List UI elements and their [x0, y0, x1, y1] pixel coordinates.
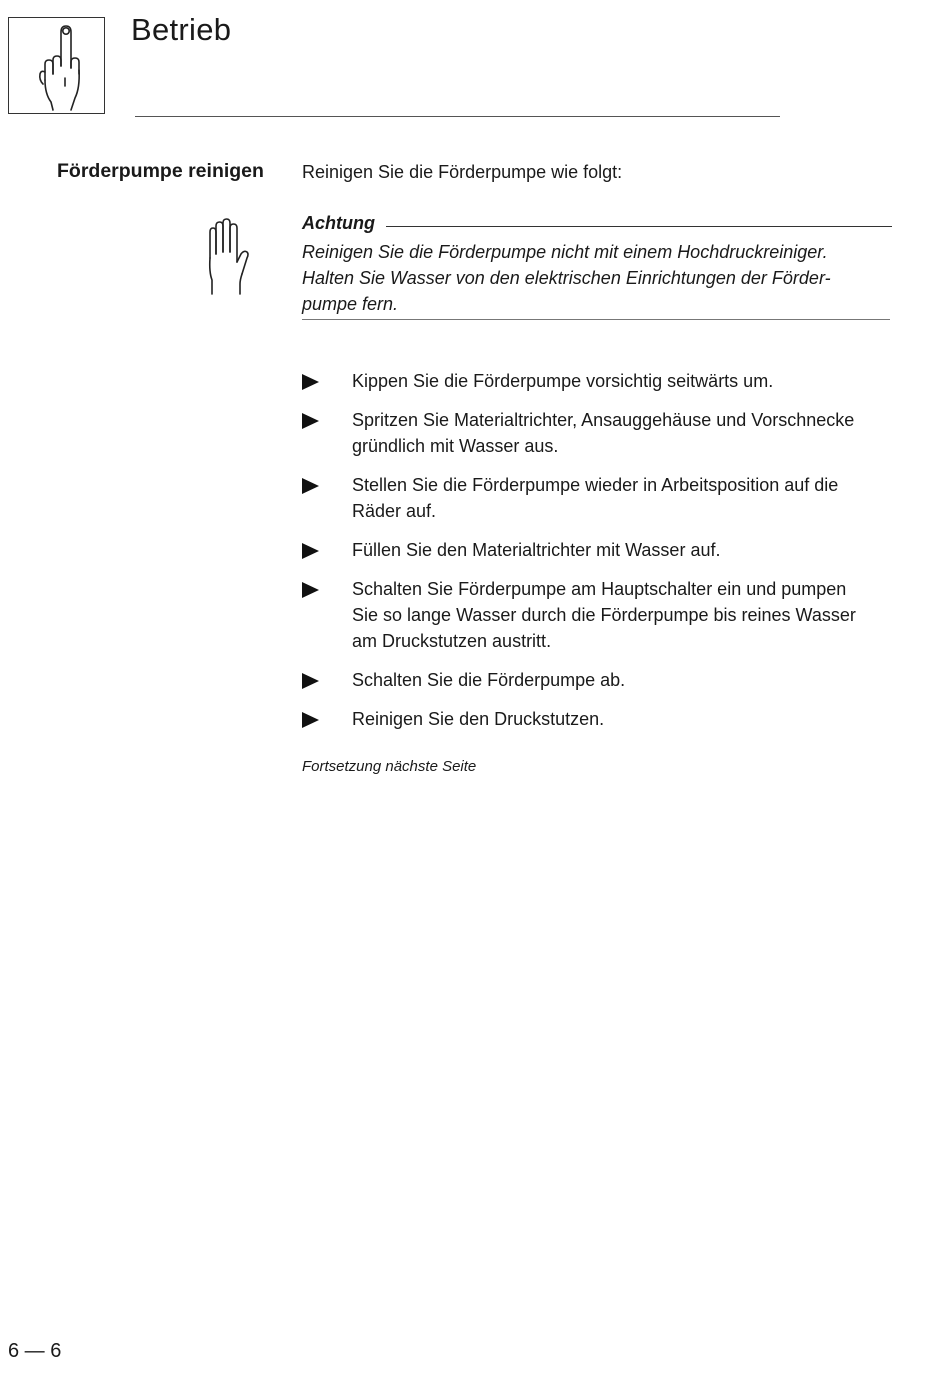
pointing-hand-icon: [9, 18, 106, 115]
warning-heading: Achtung: [302, 213, 381, 234]
warning-bottom-rule: [302, 319, 890, 320]
step-text: gründlich mit Wasser aus.: [352, 436, 559, 456]
triangle-bullet-icon: [302, 478, 319, 494]
header-divider: [135, 116, 780, 117]
warning-heading-rule: [386, 226, 892, 227]
triangle-bullet-icon: [302, 374, 319, 390]
step-text: Schalten Sie die Förderpumpe ab.: [352, 670, 626, 690]
step-text: Stellen Sie die Förderpumpe wieder in Arbeitsposition auf die: [352, 475, 839, 495]
triangle-bullet-icon: [302, 543, 319, 559]
triangle-bullet-icon: [302, 413, 319, 429]
step-text: Kippen Sie die Förderpumpe vorsichtig seitwärts um.: [352, 371, 774, 391]
step-text: am Druckstutzen austritt.: [352, 631, 552, 651]
step-text: Sie so lange Wasser durch die Förderpumpe bis reines Wasser: [352, 605, 856, 625]
warning-line: Reinigen Sie die Förderpumpe nicht mit einem Hochdruckreiniger.: [302, 242, 828, 262]
list-item: [302, 667, 902, 693]
stop-hand-icon: [204, 218, 252, 298]
step-text: Schalten Sie Förderpumpe am Hauptschalter ein und pumpen: [352, 579, 847, 599]
list-item: [302, 407, 902, 459]
chapter-icon-box: [8, 17, 105, 114]
warning-text: [302, 239, 892, 317]
step-text: Füllen Sie den Materialtrichter mit Wasser auf.: [352, 540, 721, 560]
triangle-bullet-icon: [302, 582, 319, 598]
section-title: Förderpumpe reinigen: [57, 160, 264, 182]
continue-note: Fortsetzung nächste Seite: [302, 758, 477, 775]
list-item: [302, 537, 902, 563]
warning-line: pumpe fern.: [302, 294, 399, 314]
page-number: 6 — 6: [8, 1340, 62, 1362]
step-text: Reinigen Sie den Druckstutzen.: [352, 709, 605, 729]
section-intro: Reinigen Sie die Förderpumpe wie folgt:: [302, 162, 623, 182]
step-text: Räder auf.: [352, 501, 437, 521]
chapter-title: Betrieb: [131, 12, 232, 47]
warning-line: Halten Sie Wasser von den elektrischen Einrichtungen der Förder-: [302, 268, 831, 288]
triangle-bullet-icon: [302, 712, 319, 728]
list-item: [302, 706, 902, 732]
list-item: [302, 472, 902, 524]
list-item: [302, 576, 902, 654]
step-list: [302, 368, 902, 745]
triangle-bullet-icon: [302, 673, 319, 689]
list-item: [302, 368, 902, 394]
step-text: Spritzen Sie Materialtrichter, Ansauggehäuse und Vorschnecke: [352, 410, 855, 430]
